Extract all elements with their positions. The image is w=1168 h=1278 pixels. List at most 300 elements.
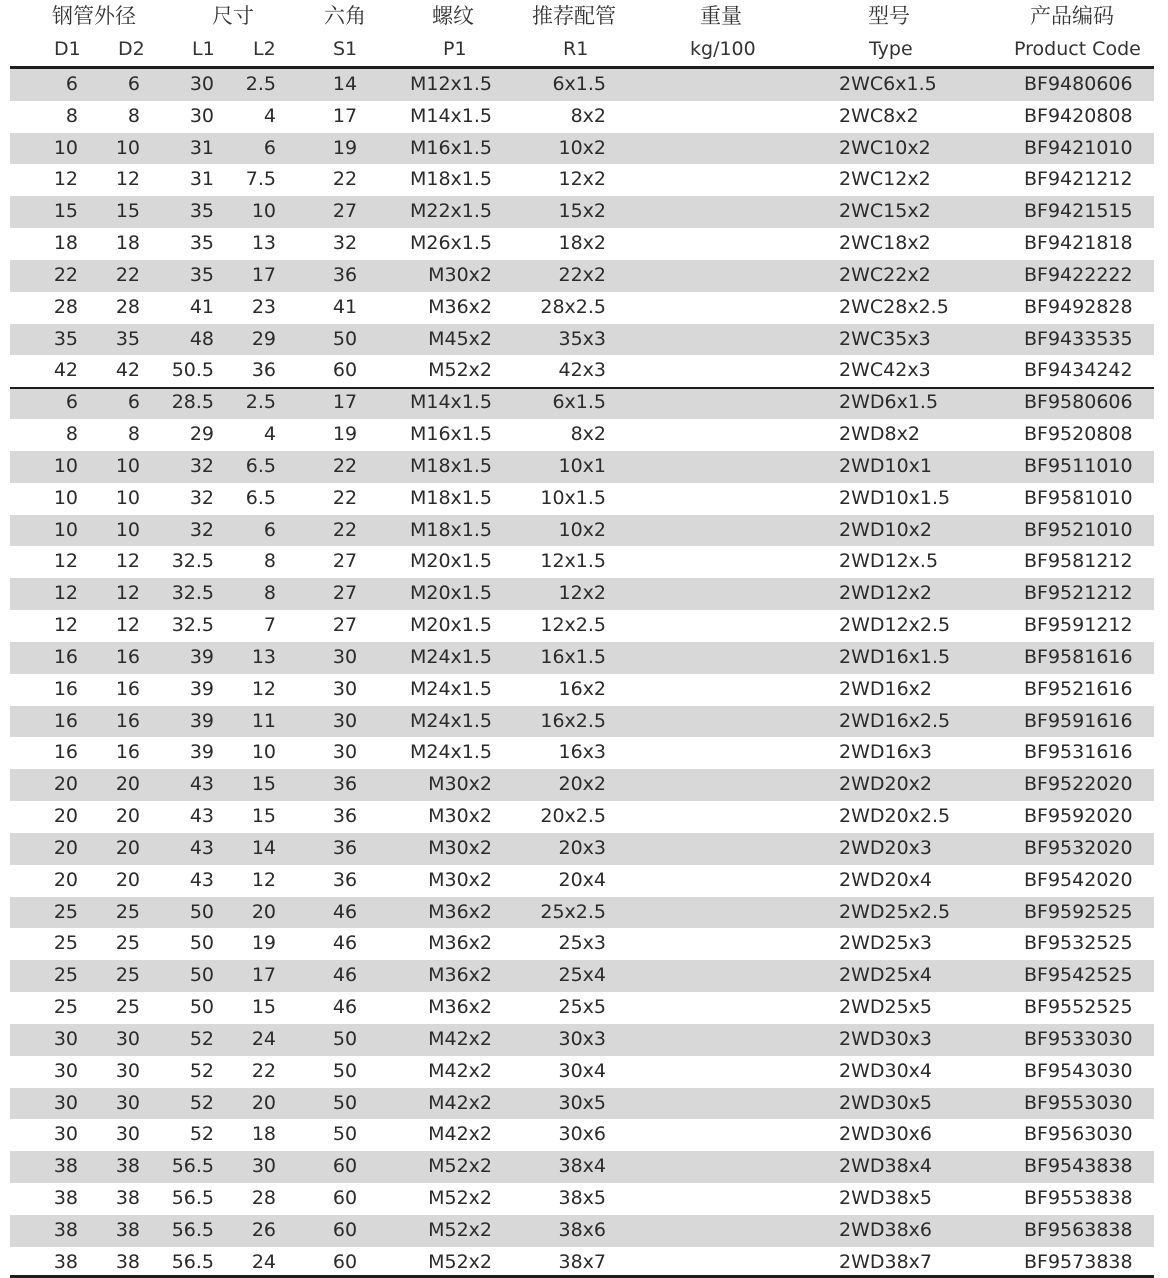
- cell-p1: M20x1.5: [409, 614, 492, 637]
- cell-d1: 8: [65, 104, 78, 127]
- cell-p1: M18x1.5: [409, 518, 492, 541]
- table-row: [10, 1183, 1154, 1215]
- cell-code: BF9543838: [1024, 1155, 1133, 1178]
- cell-p1: M16x1.5: [409, 423, 492, 446]
- cell-l2: 8: [263, 550, 276, 573]
- cell-l2: 11: [251, 709, 276, 732]
- cell-d2: 30: [115, 1091, 140, 1114]
- cell-l1: 50: [189, 900, 214, 923]
- cell-p1: M14x1.5: [409, 104, 492, 127]
- cell-r1: 35x3: [558, 327, 606, 350]
- cell-d2: 12: [115, 550, 140, 573]
- cell-code: BF9521616: [1024, 677, 1133, 700]
- cell-d2: 25: [115, 996, 140, 1019]
- table-row: [10, 324, 1154, 356]
- cell-r1: 10x2: [558, 136, 606, 159]
- cell-l1: 32: [189, 486, 214, 509]
- table-row: [10, 260, 1154, 292]
- cell-type: 2WD8x2: [839, 423, 920, 446]
- cell-r1: 38x4: [558, 1155, 606, 1178]
- table-row: [10, 865, 1154, 897]
- cell-d1: 8: [65, 423, 78, 446]
- cell-code: BF9553838: [1024, 1186, 1133, 1209]
- cell-l1: 32.5: [171, 614, 214, 637]
- cell-d2: 10: [115, 454, 140, 477]
- cell-s1: 50: [332, 1059, 358, 1082]
- cell-p1: M30x2: [428, 263, 492, 286]
- subheader-l2: L2: [253, 38, 276, 60]
- table-row: [10, 164, 1154, 196]
- cell-code: BF9521212: [1024, 582, 1133, 605]
- cell-d1: 16: [53, 645, 78, 668]
- cell-l2: 4: [263, 104, 276, 127]
- cell-s1: 27: [332, 614, 358, 637]
- cell-r1: 25x3: [558, 932, 606, 955]
- cell-l2: 24: [251, 1250, 276, 1273]
- cell-s1: 50: [332, 1123, 358, 1146]
- cell-r1: 16x2: [558, 677, 606, 700]
- cell-r1: 30x3: [558, 1027, 606, 1050]
- table-row: [10, 1024, 1154, 1056]
- cell-l2: 6.5: [245, 454, 276, 477]
- cell-l1: 56.5: [171, 1218, 214, 1241]
- cell-s1: 22: [332, 454, 358, 477]
- cell-type: 2WC28x2.5: [839, 295, 949, 318]
- cell-d1: 18: [53, 232, 78, 255]
- cell-l2: 13: [251, 232, 276, 255]
- cell-d2: 25: [115, 900, 140, 923]
- cell-p1: M30x2: [428, 805, 492, 828]
- table-body: [10, 69, 1154, 1278]
- table-row: [10, 101, 1154, 133]
- cell-p1: M20x1.5: [409, 582, 492, 605]
- cell-r1: 20x2.5: [540, 805, 606, 828]
- cell-l1: 39: [189, 741, 214, 764]
- table-row: [10, 1215, 1154, 1247]
- cell-code: BF9520808: [1024, 423, 1133, 446]
- table-row: [10, 578, 1154, 610]
- cell-s1: 14: [332, 73, 358, 95]
- cell-code: BF9591212: [1024, 614, 1133, 637]
- cell-p1: M12x1.5: [409, 73, 492, 95]
- cell-d2: 20: [115, 773, 140, 796]
- cell-l1: 56.5: [171, 1155, 214, 1178]
- table-row: [10, 451, 1154, 483]
- table-row: [10, 387, 1154, 419]
- cell-d1: 15: [53, 200, 78, 223]
- cell-d2: 30: [115, 1123, 140, 1146]
- cell-l1: 52: [189, 1059, 214, 1082]
- table-row: [10, 769, 1154, 801]
- cell-l2: 6: [263, 136, 276, 159]
- cell-type: 2WD20x4: [839, 868, 933, 891]
- cell-l1: 43: [189, 805, 214, 828]
- cell-d2: 6: [127, 391, 140, 414]
- cell-type: 2WD12x2.5: [839, 614, 951, 637]
- cell-s1: 60: [332, 359, 358, 382]
- cell-l2: 17: [251, 263, 276, 286]
- cell-type: 2WC22x2: [839, 263, 931, 286]
- cell-d2: 35: [115, 327, 140, 350]
- cell-d1: 38: [53, 1186, 78, 1209]
- cell-s1: 36: [332, 868, 358, 891]
- cell-d2: 30: [115, 1059, 140, 1082]
- cell-d2: 16: [115, 645, 140, 668]
- cell-d1: 28: [53, 295, 78, 318]
- cell-code: BF9591616: [1024, 709, 1133, 732]
- cell-l1: 29: [189, 423, 214, 446]
- cell-d1: 6: [65, 391, 78, 414]
- cell-l2: 29: [251, 327, 276, 350]
- cell-l1: 35: [189, 200, 214, 223]
- cell-s1: 60: [332, 1250, 358, 1273]
- cell-p1: M24x1.5: [409, 741, 492, 764]
- table-row: [10, 610, 1154, 642]
- cell-s1: 27: [332, 550, 358, 573]
- cell-d1: 12: [53, 614, 78, 637]
- cell-p1: M52x2: [428, 1155, 492, 1178]
- cell-d2: 20: [115, 868, 140, 891]
- cell-s1: 22: [332, 168, 358, 191]
- cell-l2: 10: [251, 741, 276, 764]
- cell-l1: 52: [189, 1123, 214, 1146]
- cell-code: BF9542020: [1024, 868, 1133, 891]
- cell-r1: 16x2.5: [540, 709, 606, 732]
- table-row: [10, 642, 1154, 674]
- cell-type: 2WD30x5: [839, 1091, 933, 1114]
- cell-l1: 31: [189, 168, 214, 191]
- subheader-type: Type: [869, 38, 913, 60]
- cell-code: BF9581010: [1024, 486, 1133, 509]
- cell-l2: 7.5: [245, 168, 276, 191]
- cell-d1: 30: [53, 1027, 78, 1050]
- cell-s1: 60: [332, 1218, 358, 1241]
- table-row: [10, 483, 1154, 515]
- cell-r1: 6x1.5: [552, 73, 606, 95]
- cell-s1: 46: [332, 964, 358, 987]
- cell-d2: 38: [115, 1250, 140, 1273]
- cell-p1: M22x1.5: [409, 200, 492, 223]
- cell-p1: M24x1.5: [409, 709, 492, 732]
- cell-type: 2WD38x4: [839, 1155, 933, 1178]
- cell-l2: 4: [263, 423, 276, 446]
- cell-l2: 10: [251, 200, 276, 223]
- cell-type: 2WC12x2: [839, 168, 931, 191]
- cell-l1: 39: [189, 677, 214, 700]
- cell-p1: M42x2: [428, 1027, 492, 1050]
- cell-type: 2WC6x1.5: [839, 73, 937, 95]
- cell-code: BF9511010: [1024, 454, 1133, 477]
- cell-l1: 39: [189, 645, 214, 668]
- cell-type: 2WD25x4: [839, 964, 933, 987]
- cell-code: BF9542525: [1024, 964, 1133, 987]
- cell-code: BF9532525: [1024, 932, 1133, 955]
- cell-p1: M30x2: [428, 773, 492, 796]
- cell-l2: 26: [251, 1218, 276, 1241]
- header-code: 产品编码: [1030, 4, 1114, 28]
- cell-d2: 16: [115, 677, 140, 700]
- cell-d2: 25: [115, 932, 140, 955]
- subheader-l1: L1: [192, 38, 215, 60]
- header-hex: 六角: [324, 4, 366, 28]
- table-row: [10, 674, 1154, 706]
- cell-d1: 10: [53, 486, 78, 509]
- cell-s1: 30: [332, 741, 358, 764]
- cell-l1: 41: [189, 295, 214, 318]
- header-thread: 螺纹: [432, 4, 474, 28]
- cell-type: 2WD25x5: [839, 996, 933, 1019]
- cell-s1: 50: [332, 1027, 358, 1050]
- cell-type: 2WD20x2.5: [839, 805, 951, 828]
- cell-p1: M18x1.5: [409, 486, 492, 509]
- cell-type: 2WD30x3: [839, 1027, 933, 1050]
- cell-d2: 42: [115, 359, 140, 382]
- cell-d1: 16: [53, 709, 78, 732]
- cell-r1: 12x2: [558, 582, 606, 605]
- cell-p1: M36x2: [428, 900, 492, 923]
- table-row: [10, 69, 1154, 101]
- cell-p1: M24x1.5: [409, 645, 492, 668]
- cell-d1: 42: [53, 359, 78, 382]
- cell-d1: 38: [53, 1155, 78, 1178]
- cell-l1: 43: [189, 836, 214, 859]
- cell-d1: 20: [53, 868, 78, 891]
- subheader-weight: kg/100: [690, 38, 756, 60]
- cell-p1: M36x2: [428, 964, 492, 987]
- cell-l1: 50.5: [171, 359, 214, 382]
- header-l-group: 尺寸: [212, 4, 254, 28]
- cell-d1: 10: [53, 518, 78, 541]
- cell-d2: 16: [115, 741, 140, 764]
- cell-code: BF9522020: [1024, 773, 1133, 796]
- cell-r1: 12x1.5: [540, 550, 606, 573]
- table-row: [10, 1247, 1154, 1278]
- cell-s1: 46: [332, 900, 358, 923]
- cell-d1: 10: [53, 136, 78, 159]
- cell-code: BF9552525: [1024, 996, 1133, 1019]
- cell-d1: 30: [53, 1123, 78, 1146]
- cell-p1: M36x2: [428, 996, 492, 1019]
- cell-r1: 16x3: [558, 741, 606, 764]
- table-row: [10, 833, 1154, 865]
- cell-d2: 25: [115, 964, 140, 987]
- cell-r1: 20x3: [558, 836, 606, 859]
- cell-d1: 16: [53, 677, 78, 700]
- cell-type: 2WD16x2.5: [839, 709, 951, 732]
- cell-r1: 18x2: [558, 232, 606, 255]
- cell-r1: 12x2.5: [540, 614, 606, 637]
- cell-d2: 38: [115, 1155, 140, 1178]
- subheader-code: Product Code: [1014, 38, 1141, 60]
- cell-r1: 42x3: [558, 359, 606, 382]
- cell-type: 2WD12x2: [839, 582, 933, 605]
- cell-code: BF9563030: [1024, 1123, 1133, 1146]
- cell-l2: 15: [251, 773, 276, 796]
- cell-l2: 2.5: [245, 391, 276, 414]
- cell-code: BF9433535: [1024, 327, 1133, 350]
- cell-s1: 46: [332, 932, 358, 955]
- cell-s1: 30: [332, 709, 358, 732]
- header-pipe: 推荐配管: [532, 4, 616, 28]
- cell-d1: 12: [53, 582, 78, 605]
- cell-s1: 50: [332, 327, 358, 350]
- cell-l1: 35: [189, 232, 214, 255]
- cell-type: 2WD6x1.5: [839, 391, 939, 414]
- cell-s1: 22: [332, 486, 358, 509]
- cell-l1: 32.5: [171, 582, 214, 605]
- cell-d2: 38: [115, 1186, 140, 1209]
- cell-type: 2WD20x3: [839, 836, 933, 859]
- cell-l1: 52: [189, 1027, 214, 1050]
- cell-r1: 22x2: [558, 263, 606, 286]
- cell-l1: 32: [189, 454, 214, 477]
- cell-p1: M42x2: [428, 1123, 492, 1146]
- subheader-r1: R1: [563, 38, 589, 60]
- table-header: [0, 0, 1168, 66]
- cell-l2: 18: [251, 1123, 276, 1146]
- cell-d1: 12: [53, 550, 78, 573]
- cell-type: 2WD25x3: [839, 932, 933, 955]
- section-divider: [10, 387, 1154, 389]
- cell-r1: 8x2: [570, 104, 606, 127]
- cell-code: BF9492828: [1024, 295, 1133, 318]
- cell-r1: 15x2: [558, 200, 606, 223]
- cell-l2: 6: [263, 518, 276, 541]
- cell-s1: 19: [332, 423, 358, 446]
- cell-p1: M45x2: [428, 327, 492, 350]
- table-row: [10, 292, 1154, 324]
- table-row: [10, 992, 1154, 1024]
- cell-type: 2WD10x1.5: [839, 486, 951, 509]
- cell-d2: 28: [115, 295, 140, 318]
- cell-d2: 20: [115, 836, 140, 859]
- cell-s1: 27: [332, 582, 358, 605]
- table-row: [10, 515, 1154, 547]
- table-row: [10, 419, 1154, 451]
- table-row: [10, 196, 1154, 228]
- cell-d1: 16: [53, 741, 78, 764]
- cell-l1: 43: [189, 773, 214, 796]
- cell-type: 2WD25x2.5: [839, 900, 951, 923]
- cell-d1: 30: [53, 1059, 78, 1082]
- cell-s1: 36: [332, 263, 358, 286]
- cell-s1: 17: [332, 104, 358, 127]
- cell-d2: 20: [115, 805, 140, 828]
- table-row: [10, 1088, 1154, 1120]
- header-weight: 重量: [700, 4, 742, 28]
- cell-s1: 22: [332, 518, 358, 541]
- cell-type: 2WC8x2: [839, 104, 919, 127]
- cell-code: BF9580606: [1024, 391, 1133, 414]
- cell-d1: 35: [53, 327, 78, 350]
- cell-d2: 10: [115, 486, 140, 509]
- cell-p1: M16x1.5: [409, 136, 492, 159]
- cell-l1: 56.5: [171, 1186, 214, 1209]
- cell-p1: M52x2: [428, 1250, 492, 1273]
- cell-l1: 50: [189, 932, 214, 955]
- cell-p1: M26x1.5: [409, 232, 492, 255]
- cell-d1: 38: [53, 1250, 78, 1273]
- cell-p1: M14x1.5: [409, 391, 492, 414]
- cell-r1: 10x2: [558, 518, 606, 541]
- cell-l2: 6.5: [245, 486, 276, 509]
- header-d-group: 钢管外径: [52, 4, 136, 28]
- cell-r1: 38x7: [558, 1250, 606, 1273]
- cell-code: BF9420808: [1024, 104, 1133, 127]
- table-row: [10, 546, 1154, 578]
- cell-s1: 41: [332, 295, 358, 318]
- cell-l1: 50: [189, 964, 214, 987]
- cell-d1: 6: [65, 73, 78, 95]
- cell-d2: 12: [115, 168, 140, 191]
- cell-d1: 12: [53, 168, 78, 191]
- cell-l2: 20: [251, 1091, 276, 1114]
- cell-type: 2WD30x6: [839, 1123, 933, 1146]
- cell-r1: 16x1.5: [540, 645, 606, 668]
- subheader-p1: P1: [443, 38, 467, 60]
- cell-r1: 6x1.5: [552, 391, 606, 414]
- cell-r1: 30x6: [558, 1123, 606, 1146]
- cell-r1: 20x2: [558, 773, 606, 796]
- cell-l2: 12: [251, 868, 276, 891]
- cell-d2: 16: [115, 709, 140, 732]
- cell-code: BF9533030: [1024, 1027, 1133, 1050]
- cell-l2: 14: [251, 836, 276, 859]
- cell-p1: M52x2: [428, 1218, 492, 1241]
- cell-l2: 36: [251, 359, 276, 382]
- cell-r1: 30x4: [558, 1059, 606, 1082]
- cell-d1: 25: [53, 964, 78, 987]
- cell-type: 2WD12x.5: [839, 550, 939, 573]
- cell-p1: M52x2: [428, 359, 492, 382]
- cell-l2: 12: [251, 677, 276, 700]
- cell-l1: 32: [189, 518, 214, 541]
- cell-p1: M36x2: [428, 295, 492, 318]
- cell-r1: 8x2: [570, 423, 606, 446]
- cell-s1: 19: [332, 136, 358, 159]
- table-row: [10, 228, 1154, 260]
- cell-code: BF9480606: [1024, 73, 1133, 95]
- cell-p1: M42x2: [428, 1059, 492, 1082]
- cell-l2: 28: [251, 1186, 276, 1209]
- cell-p1: M30x2: [428, 836, 492, 859]
- table-row: [10, 960, 1154, 992]
- cell-d2: 30: [115, 1027, 140, 1050]
- cell-s1: 50: [332, 1091, 358, 1114]
- cell-d1: 20: [53, 773, 78, 796]
- cell-d1: 25: [53, 900, 78, 923]
- cell-r1: 38x5: [558, 1186, 606, 1209]
- cell-s1: 36: [332, 836, 358, 859]
- cell-type: 2WD30x4: [839, 1059, 933, 1082]
- cell-type: 2WD38x6: [839, 1218, 933, 1241]
- cell-code: BF9532020: [1024, 836, 1133, 859]
- cell-l2: 24: [251, 1027, 276, 1050]
- cell-code: BF9421010: [1024, 136, 1133, 159]
- cell-d1: 38: [53, 1218, 78, 1241]
- cell-r1: 20x4: [558, 868, 606, 891]
- subheader-s1: S1: [333, 38, 358, 60]
- cell-l2: 2.5: [245, 73, 276, 95]
- cell-code: BF9592525: [1024, 900, 1133, 923]
- cell-d1: 30: [53, 1091, 78, 1114]
- cell-p1: M52x2: [428, 1186, 492, 1209]
- cell-code: BF9531616: [1024, 741, 1133, 764]
- table-row: [10, 897, 1154, 929]
- cell-d2: 22: [115, 263, 140, 286]
- cell-r1: 28x2.5: [540, 295, 606, 318]
- cell-s1: 60: [332, 1186, 358, 1209]
